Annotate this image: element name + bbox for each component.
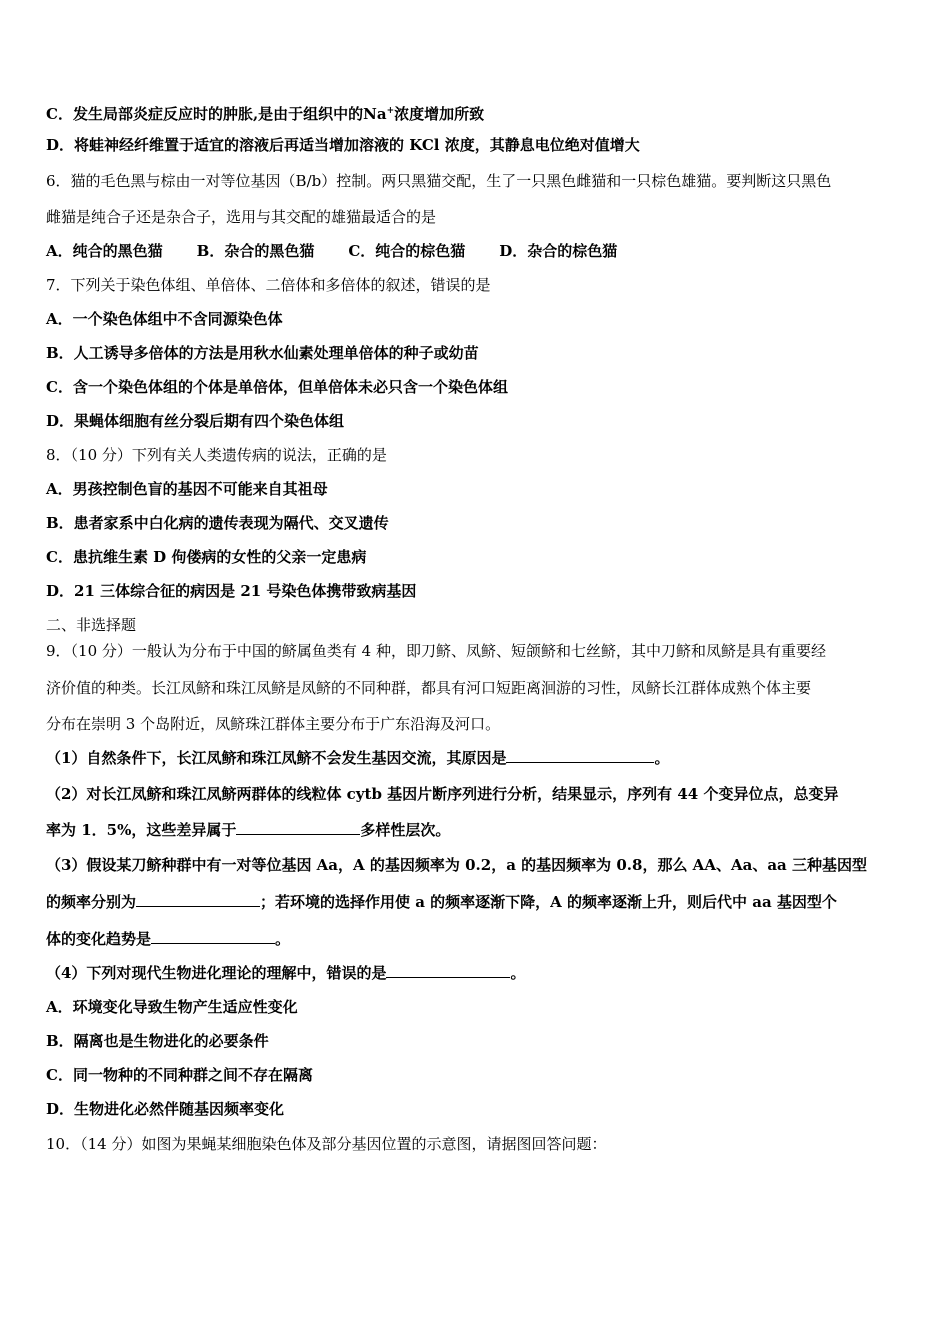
q9-part2-line2: 率为 1．5%，这些差异属于 多样性层次。 (46, 821, 451, 839)
q6-option-a: A．纯合的黑色猫 (46, 242, 163, 260)
q5-option-d: D．将蛙神经纤维置于适宜的溶液后再适当增加溶液的 KCl 浓度，其静息电位绝对值增大 (46, 136, 640, 154)
q9-part4: （4）下列对现代生物进化理论的理解中，错误的是 。 (46, 964, 526, 982)
q5-option-c: C．发生局部炎症反应时的肿胀,是由于组织中的Na+浓度增加所致 (46, 105, 485, 123)
q10-stem: 10．（14 分）如图为果蝇某细胞染色体及部分基因位置的示意图，请据图回答问题： (46, 1135, 607, 1153)
q9-part1: （1）自然条件下，长江凤鲚和珠江凤鲚不会发生基因交流，其原因是 。 (46, 749, 670, 767)
q6-option-b: B．杂合的黑色猫 (196, 242, 315, 260)
q8-option-b: B．患者家系中白化病的遗传表现为隔代、交叉遗传 (46, 514, 389, 532)
q6-stem-line2: 雌猫是纯合子还是杂合子，选用与其交配的雄猫最适合的是 (46, 208, 437, 226)
q9-option-c: C．同一物种的不同种群之间不存在隔离 (46, 1066, 313, 1084)
q9-option-a: A．环境变化导致生物产生适应性变化 (46, 998, 298, 1016)
q9-stem-line1: 9．（10 分）一般认为分布于中国的鲚属鱼类有 4 种，即刀鲚、凤鲚、短颌鲚和七丝鲚，其中刀鲚和凤鲚是具有重要经 (46, 642, 826, 660)
q9-option-d: D．生物进化必然伴随基因频率变化 (46, 1100, 285, 1118)
answer-blank-3[interactable] (136, 892, 260, 907)
section-heading: 二、非选择题 (46, 616, 137, 634)
q9-stem-line2: 济价值的种类。长江凤鲚和珠江凤鲚是凤鲚的不同种群，都具有河口短距离洄游的习性，凤鲚长江群体成熟个体主要 (46, 679, 812, 697)
answer-blank-1[interactable] (506, 748, 654, 763)
answer-blank-2[interactable] (236, 820, 360, 835)
q6-stem-line1: 6．猫的毛色黑与棕由一对等位基因（B/b）控制。两只黑猫交配，生了一只黑色雌猫和一只棕色雄猫。要判断这只黑色 (46, 172, 832, 190)
q8-stem: 8．（10 分）下列有关人类遗传病的说法，正确的是 (46, 446, 387, 464)
q9-part2-line1: （2）对长江凤鲚和珠江凤鲚两群体的线粒体 cytb 基因片断序列进行分析，结果显示，序列有 44 个变异位点，总变异 (46, 785, 839, 803)
q9-part3-line2: 的频率分别为 ；若环境的选择作用使 a 的频率逐渐下降，A 的频率逐渐上升，则后代中 aa 基因型个 (46, 893, 837, 911)
q7-stem: 7．下列关于染色体组、单倍体、二倍体和多倍体的叙述，错误的是 (46, 276, 491, 294)
q9-stem-line3: 分布在崇明 3 个岛附近，凤鲚珠江群体主要分布于广东沿海及河口。 (46, 715, 501, 733)
q8-option-a: A．男孩控制色盲的基因不可能来自其祖母 (46, 480, 328, 498)
q9-part3-line1: （3）假设某刀鲚种群中有一对等位基因 Aa，A 的基因频率为 0.2，a 的基因频率为 0.8，那么 AA、Aa、aa 三种基因型 (46, 856, 867, 874)
q9-part3-line3: 体的变化趋势是 。 (46, 930, 291, 948)
answer-blank-5[interactable] (386, 963, 510, 978)
q7-option-b: B．人工诱导多倍体的方法是用秋水仙素处理单倍体的种子或幼苗 (46, 344, 479, 362)
q6-options (46, 241, 651, 261)
q8-option-c: C．患抗维生素 D 佝偻病的女性的父亲一定患病 (46, 548, 367, 566)
q7-option-a: A．一个染色体组中不含同源染色体 (46, 310, 283, 328)
answer-blank-4[interactable] (151, 929, 275, 944)
q6-option-c: C．纯合的棕色猫 (348, 242, 466, 260)
q7-option-d: D．果蝇体细胞有丝分裂后期有四个染色体组 (46, 412, 345, 430)
q8-option-d: D．21 三体综合征的病因是 21 号染色体携带致病基因 (46, 582, 417, 600)
q9-option-b: B．隔离也是生物进化的必要条件 (46, 1032, 269, 1050)
q6-option-d: D．杂合的棕色猫 (499, 242, 618, 260)
q7-option-c: C．含一个染色体组的个体是单倍体，但单倍体未必只含一个染色体组 (46, 378, 508, 396)
